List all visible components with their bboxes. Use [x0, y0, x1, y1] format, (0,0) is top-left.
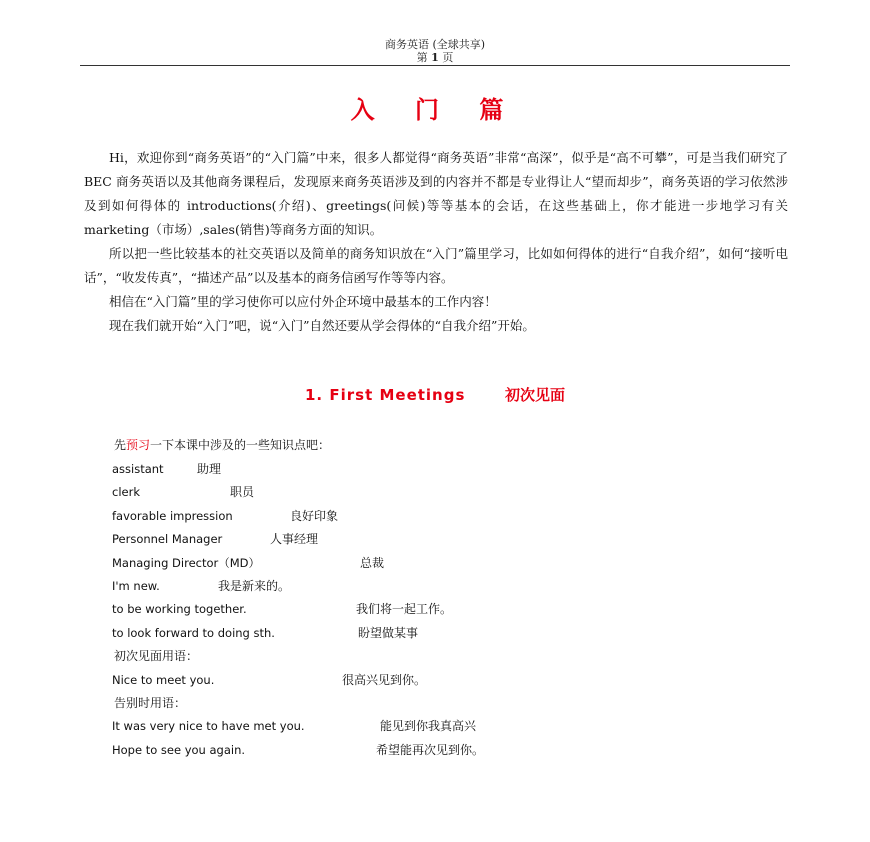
preview-line	[114, 436, 330, 453]
header-rule	[80, 65, 790, 66]
vocab-en: assistant	[112, 462, 164, 476]
vocab-zh: 良好印象	[290, 508, 339, 523]
vocab-zh: 很高兴见到你。	[342, 672, 427, 687]
vocab-item	[112, 715, 672, 738]
page-title: 入 门 篇	[350, 95, 520, 124]
header-title: 商务英语 (全球共享)	[384, 38, 486, 51]
intro-paragraph: 所以把一些比较基本的社交英语以及简单的商务知识放在“入门”篇里学习，比如如何得体的进行“自我介绍”，如何“接听电话”，“收发传真”，“描述产品”以及基本的商务信函写作等等内容。	[84, 246, 788, 285]
intro-paragraph: Hi，欢迎你到“商务英语”的“入门篇”中来，很多人都觉得“商务英语”非常“高深”，似乎是“高不可攀”，可是当我们研究了 BEC 商务英语以及其他商务课程后，发现原来商务英语涉及到的内容并不都是专业得让人“望而却步”，商务英语的学习依然涉及到如何得体的 introductions(介绍)、greetings(问候)等等基本的会话，在这些基础上，你才能进一步地学习有关 marketing（市场）,sales(销售)等商务方面的知识。	[84, 150, 788, 237]
vocab-label	[112, 645, 672, 668]
page-num: 1	[431, 51, 439, 64]
vocab-zh: 总裁	[360, 555, 385, 570]
vocab-zh: 职员	[230, 485, 255, 500]
vocab-zh: 我是新来的。	[218, 578, 291, 593]
preview-after: 一下本课中涉及的一些知识点吧：	[150, 438, 331, 452]
page-suffix: 页	[442, 51, 454, 64]
section-title-zh: 初次见面	[504, 386, 565, 404]
page-prefix: 第	[416, 51, 428, 64]
section-title-en: 1. First Meetings	[305, 386, 466, 404]
vocab-label-text: 告别时用语：	[114, 695, 187, 710]
vocab-en: to look forward to doing sth.	[112, 625, 275, 640]
running-header	[80, 38, 790, 64]
vocab-en: Hope to see you again.	[112, 742, 246, 757]
vocab-en: Personnel Manager	[112, 532, 223, 547]
vocab-item	[112, 622, 672, 645]
vocab-en: to be working together.	[112, 602, 247, 617]
vocab-item	[112, 458, 672, 481]
section-heading	[0, 384, 870, 405]
vocab-en: I'm new.	[112, 578, 160, 593]
preview-before: 先	[114, 438, 127, 452]
vocab-en: Managing Director（MD）	[112, 555, 261, 570]
vocab-en: Nice to meet you.	[112, 672, 215, 687]
vocab-item	[112, 528, 672, 551]
vocab-item	[112, 669, 672, 692]
vocab-zh: 助理	[197, 462, 222, 476]
vocab-zh: 人事经理	[270, 532, 319, 547]
vocab-label-text: 初次见面用语：	[114, 649, 199, 664]
vocab-label	[112, 692, 672, 715]
vocab-en: clerk	[112, 485, 140, 500]
vocab-item	[112, 575, 672, 598]
vocab-item	[112, 739, 672, 762]
vocab-en: favorable impression	[112, 508, 233, 523]
preview-highlight: 预习	[126, 438, 151, 452]
vocab-item	[112, 598, 672, 621]
intro-paragraph: 现在我们就开始“入门”吧，说“入门”自然还要从学会得体的“自我介绍”开始。	[109, 318, 535, 333]
vocab-item	[112, 505, 672, 528]
vocab-item	[112, 552, 672, 575]
intro-paragraph: 相信在“入门篇”里的学习使你可以应付外企环境中最基本的工作内容！	[109, 294, 497, 309]
vocab-zh: 盼望做某事	[358, 625, 419, 640]
vocab-list	[112, 458, 672, 762]
page-number	[80, 51, 790, 64]
vocab-zh: 我们将一起工作。	[356, 602, 453, 617]
vocab-zh: 能见到你我真高兴	[380, 719, 477, 734]
intro-text	[84, 146, 788, 338]
vocab-zh: 希望能再次见到你。	[376, 742, 485, 757]
vocab-item	[112, 481, 672, 504]
vocab-en: It was very nice to have met you.	[112, 719, 305, 734]
